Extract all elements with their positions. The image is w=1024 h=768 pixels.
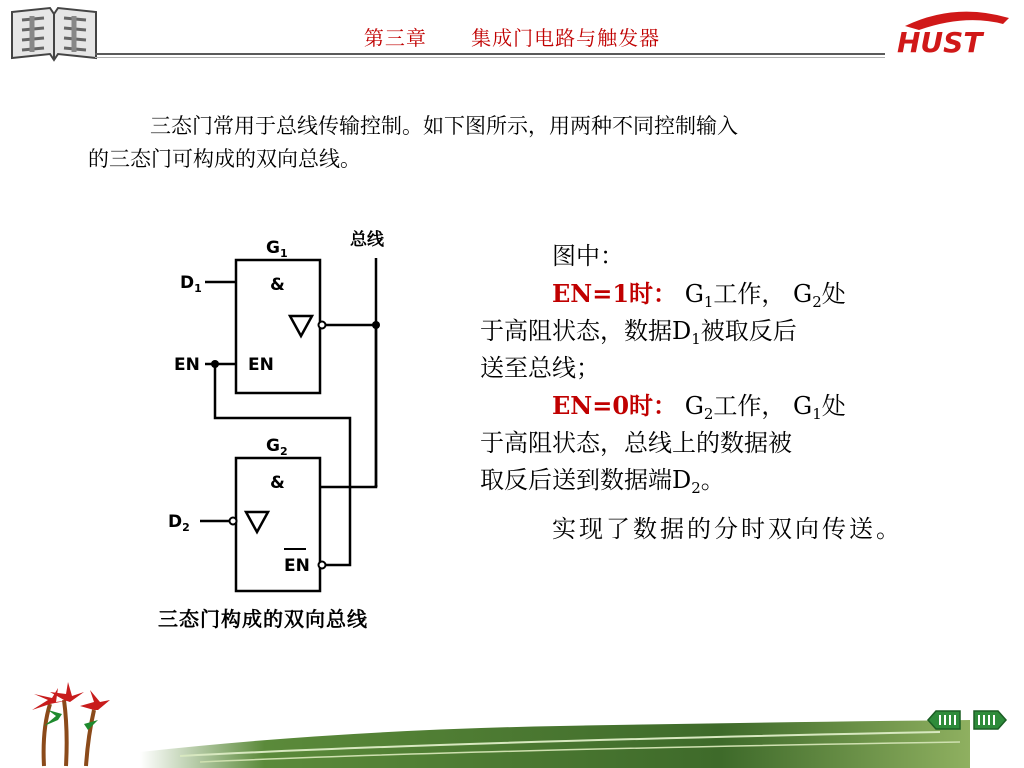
hust-logo-text: HUST <box>897 26 983 58</box>
gate2-label: $G_2$ <box>266 436 288 458</box>
gate2-and-symbol: & <box>270 473 285 493</box>
intro-paragraph <box>88 110 978 176</box>
explain-heading: 图中： <box>552 242 624 270</box>
en-junction <box>211 360 219 368</box>
d1-label: $D_1$ <box>180 273 202 295</box>
gate1-en-pin: EN <box>248 355 274 375</box>
en-input-label: EN <box>174 355 200 375</box>
intro-line-1: 三态门常用于总线传输控制。如下图所示，用两种不同控制输入 <box>150 114 738 138</box>
intro-line-2: 的三态门可构成的双向总线。 <box>88 147 361 171</box>
bidirectional-bus-diagram <box>150 210 480 640</box>
prev-arrow-icon[interactable] <box>926 708 962 732</box>
header-divider <box>95 53 885 55</box>
bus-label: 总线 <box>350 230 384 250</box>
explanation-text <box>480 238 930 548</box>
header-divider-thin <box>95 57 885 58</box>
grass-footer-decoration <box>140 712 970 768</box>
hust-logo <box>885 6 1015 58</box>
diagram-caption: 三态门构成的双向总线 <box>158 607 368 631</box>
d2-label: $D_2$ <box>168 512 190 534</box>
explain-summary: 实现了数据的分时双向传送。 <box>552 515 903 543</box>
gate1-and-symbol: & <box>270 275 285 295</box>
palm-trees-decoration <box>14 680 114 768</box>
chapter-title: 第三章 集成门电路与触发器 <box>363 26 661 50</box>
next-arrow-icon[interactable] <box>972 708 1008 732</box>
gate1-label: $G_1$ <box>266 238 288 260</box>
bus-junction <box>372 321 380 329</box>
explain-case-2: EN=0时： $G_2$工作， $G_1$处 于高阻状态，总线上的数据被 取反后送到数据端$D_2$。 <box>480 391 846 497</box>
gate2-en-pin: EN <box>284 556 310 576</box>
explain-case-1: EN=1时： $G_1$工作， $G_2$处 于高阻状态，数据$D_1$被取反后 送至总线； <box>480 279 846 382</box>
